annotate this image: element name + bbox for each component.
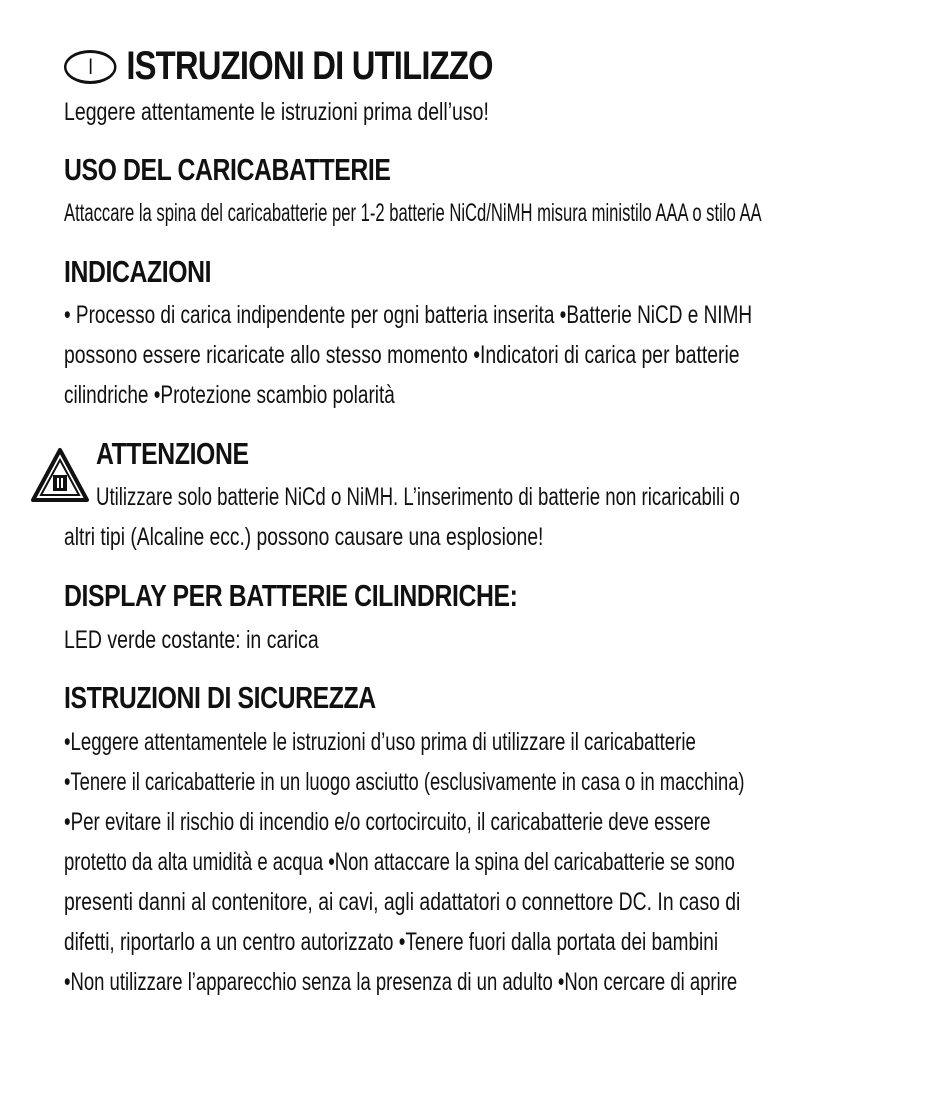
sicurezza-line-3: •Per evitare il rischio di incendio e/o cortocircuito, il caricabatterie deve essere — [64, 808, 711, 836]
section-heading-uso: USO DEL CARICABATTERIE — [64, 152, 391, 187]
section-uso — [64, 152, 886, 188]
sicurezza-line-6: difetti, riportarlo a un centro autorizzato •Tenere fuori dalla portata dei bambini — [64, 928, 719, 956]
sicurezza-line-4: protetto da alta umidità e acqua •Non attaccare la spina del caricabatterie se sono — [64, 848, 735, 876]
section-display — [64, 578, 886, 614]
attenzione-line-1: Utilizzare solo batterie NiCd o NiMH. L’inserimento di batterie non ricaricabili o — [96, 483, 740, 511]
warning-triangle-icon — [30, 447, 90, 503]
page-title — [64, 44, 738, 89]
sicurezza-line-7: •Non utilizzare l’apparecchio senza la presenza di un adulto •Non cercare di aprire — [64, 968, 738, 996]
section-heading-attenzione: ATTENZIONE — [96, 436, 249, 471]
section-indicazioni — [64, 254, 886, 290]
section-heading-display: DISPLAY PER BATTERIE CILINDRICHE: — [64, 578, 518, 613]
section-heading-sicurezza: ISTRUZIONI DI SICUREZZA — [64, 680, 376, 715]
sicurezza-line-2: •Tenere il caricabatterie in un luogo asciutto (esclusivamente in casa o in macchina) — [64, 768, 745, 796]
sicurezza-line-5: presenti danni al contenitore, ai cavi, agli adattatori o connettore DC. In caso di — [64, 888, 741, 916]
indicazioni-line-3: cilindriche •Protezione scambio polarità — [64, 381, 395, 409]
title-row — [64, 44, 886, 89]
page-subtitle: Leggere attentamente le istruzioni prima dell’uso! — [64, 98, 489, 126]
section-uso-text: Attaccare la spina del caricabatterie per 1-2 batterie NiCd/NiMH misura ministilo AAA o stilo AA — [64, 199, 762, 227]
section-heading-indicazioni: INDICAZIONI — [64, 254, 212, 289]
attenzione-line-2: altri tipi (Alcaline ecc.) possono causare una esplosione! — [64, 523, 544, 551]
sicurezza-line-1: •Leggere attentamentele le istruzioni d’uso prima di utilizzare il caricabatterie — [64, 728, 696, 756]
indicazioni-line-2: possono essere ricaricate allo stesso momento •Indicatori di carica per batterie — [64, 341, 740, 369]
language-badge: I — [64, 50, 116, 84]
display-text: LED verde costante: in carica — [64, 626, 319, 654]
page-title-text: ISTRUZIONI DI UTILIZZO — [126, 44, 493, 88]
section-sicurezza — [64, 680, 886, 716]
indicazioni-line-1: • Processo di carica indipendente per ogni batteria inserita •Batterie NiCD e NIMH — [64, 301, 753, 329]
section-attenzione — [96, 436, 918, 472]
